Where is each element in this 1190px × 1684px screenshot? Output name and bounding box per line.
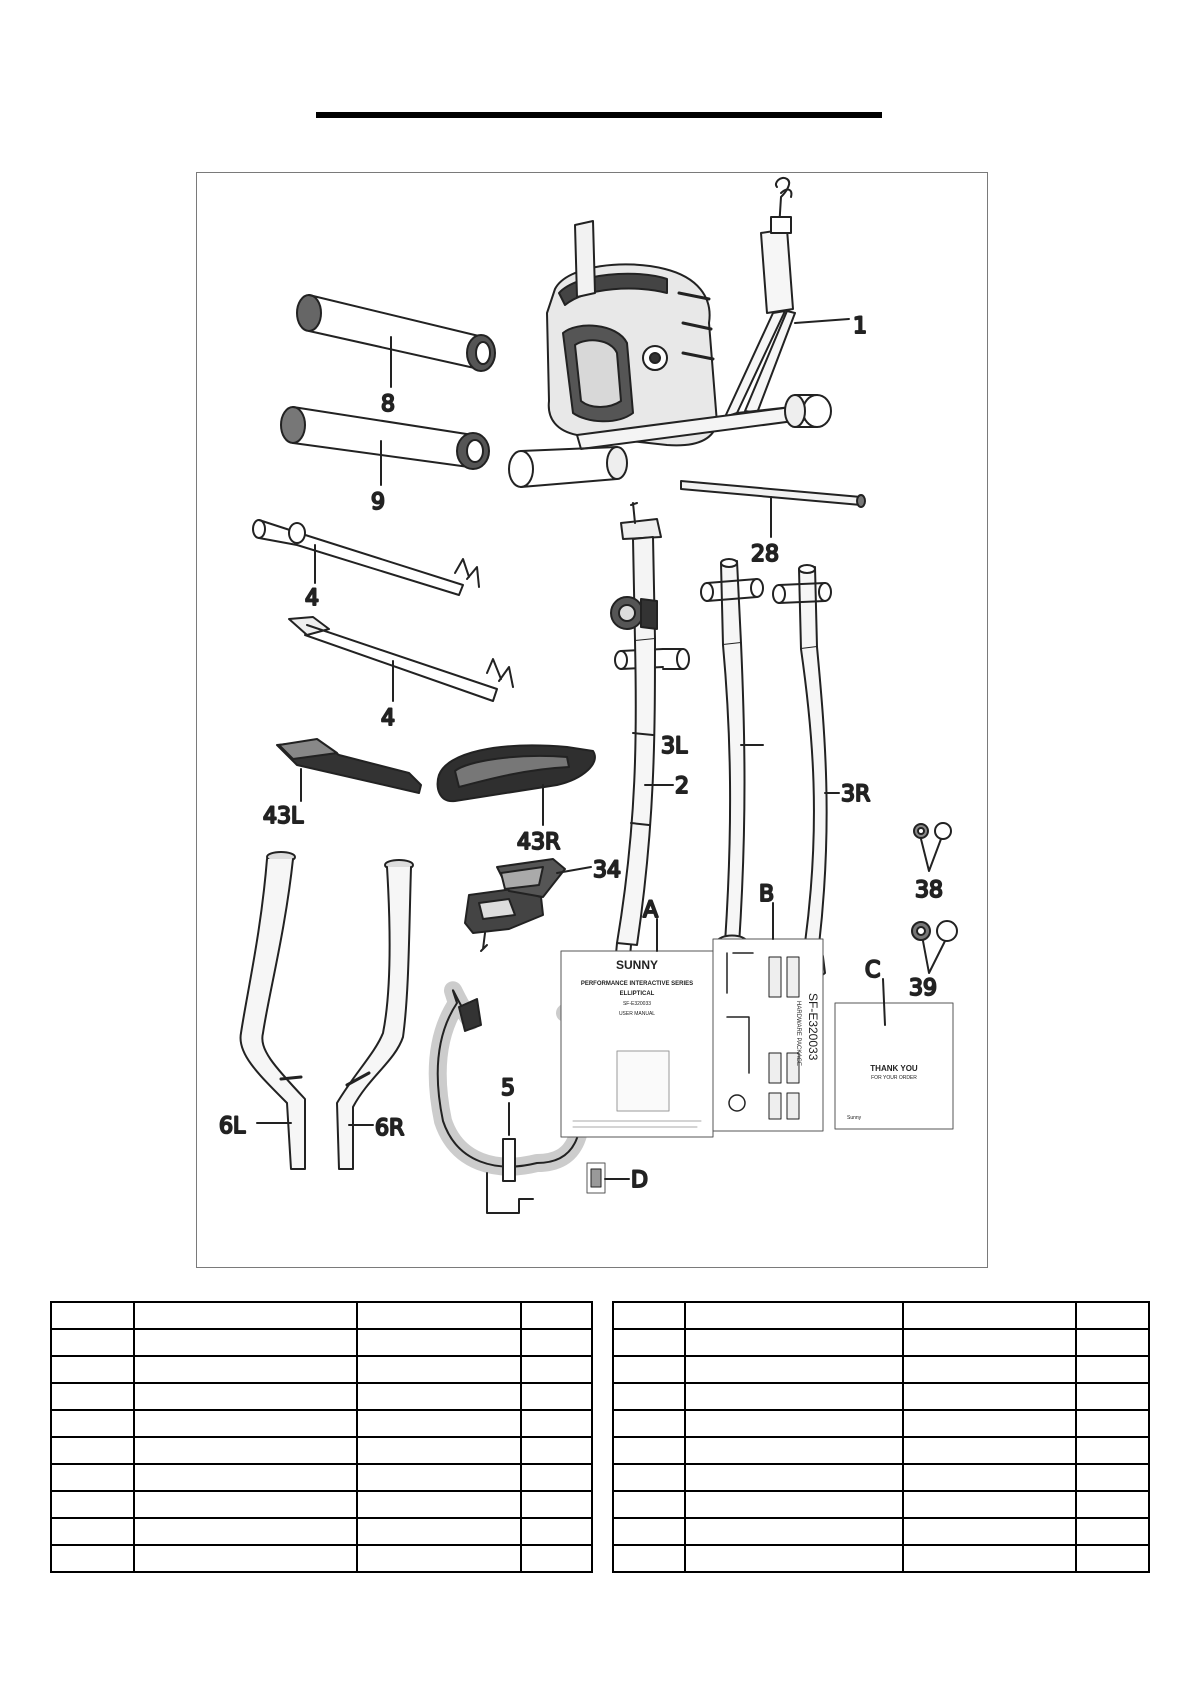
parts-table-right-cell	[1076, 1302, 1149, 1329]
part-nut-cap-39	[912, 921, 957, 973]
thank-you-headline: THANK YOU	[870, 1064, 918, 1073]
parts-table-left-row	[51, 1464, 592, 1491]
parts-table-right-cell	[685, 1356, 903, 1383]
parts-table-right-row	[613, 1491, 1149, 1518]
parts-table-left-cell	[521, 1518, 592, 1545]
parts-table-right-cell	[685, 1491, 903, 1518]
part-label-4-upper: 4	[305, 586, 319, 611]
part-label-39: 39	[909, 976, 937, 1001]
parts-table-left-cell	[134, 1545, 357, 1572]
parts-table-right-cell	[685, 1518, 903, 1545]
part-label-C: C	[865, 958, 881, 983]
parts-table-right-cell	[903, 1410, 1076, 1437]
parts-table-left-cell	[51, 1437, 134, 1464]
parts-table-left-cell	[521, 1437, 592, 1464]
thank-you-brand: Sunny	[847, 1115, 862, 1121]
parts-table-right-cell	[1076, 1410, 1149, 1437]
parts-table-left-row	[51, 1383, 592, 1410]
part-label-3R: 3R	[841, 782, 871, 807]
parts-table-left-row	[51, 1410, 592, 1437]
parts-table-right-row	[613, 1518, 1149, 1545]
parts-table-left-row	[51, 1437, 592, 1464]
parts-table-right-cell	[613, 1518, 685, 1545]
parts-table-left-cell	[521, 1491, 592, 1518]
parts-table-left-cell	[521, 1464, 592, 1491]
part-label-D: D	[631, 1168, 648, 1193]
parts-table-left-cell	[357, 1518, 521, 1545]
parts-table-left-cell	[134, 1329, 357, 1356]
parts-table-left-cell	[357, 1464, 521, 1491]
parts-table-right-cell	[903, 1383, 1076, 1410]
parts-table-right-cell	[903, 1356, 1076, 1383]
parts-table-right-row	[613, 1329, 1149, 1356]
parts-table-right-cell	[685, 1302, 903, 1329]
parts-table-left-cell	[134, 1410, 357, 1437]
parts-table-left-cell	[51, 1302, 134, 1329]
manual-doc-type: USER MANUAL	[618, 1011, 656, 1017]
parts-table-right-row	[613, 1545, 1149, 1572]
part-label-9: 9	[371, 490, 385, 515]
parts-table-left-cell	[357, 1302, 521, 1329]
parts-table-right-cell	[685, 1437, 903, 1464]
part-pedal-left	[277, 739, 421, 801]
parts-table-left-row	[51, 1545, 592, 1572]
parts-table-right-cell	[1076, 1383, 1149, 1410]
parts-table-left-body	[51, 1302, 592, 1572]
manual-model: SF-E320033	[622, 1001, 652, 1007]
part-label-6L: 6L	[219, 1114, 246, 1139]
parts-table-left-cell	[521, 1329, 592, 1356]
part-handlebar-arm-left	[701, 559, 763, 966]
parts-table-right-cell	[1076, 1545, 1149, 1572]
parts-table-right-cell	[613, 1383, 685, 1410]
part-pedal-right	[438, 745, 595, 825]
parts-table-right	[612, 1301, 1150, 1573]
parts-table-right-cell	[903, 1464, 1076, 1491]
title-rule	[316, 112, 882, 118]
part-lower-handle-left	[240, 852, 305, 1169]
part-label-5: 5	[501, 1076, 515, 1101]
parts-table-right-row	[613, 1383, 1149, 1410]
part-main-frame	[509, 178, 849, 487]
parts-table-left-cell	[134, 1491, 357, 1518]
parts-table-right-cell	[1076, 1518, 1149, 1545]
parts-table-left-cell	[134, 1383, 357, 1410]
parts-table-right-row	[613, 1410, 1149, 1437]
parts-table-left-cell	[134, 1518, 357, 1545]
parts-table-left-cell	[357, 1410, 521, 1437]
parts-table-left-cell	[521, 1410, 592, 1437]
parts-table-right-cell	[1076, 1464, 1149, 1491]
parts-table-right-row	[613, 1302, 1149, 1329]
parts-table-right-cell	[903, 1518, 1076, 1545]
hardware-model: SF-E320033	[806, 993, 820, 1061]
parts-table-left	[50, 1301, 593, 1573]
part-label-28: 28	[751, 542, 779, 567]
part-user-manual	[561, 919, 713, 1137]
parts-table-right-cell	[1076, 1491, 1149, 1518]
parts-table-left-cell	[134, 1302, 357, 1329]
part-label-8: 8	[381, 392, 395, 417]
parts-table-left-row	[51, 1302, 592, 1329]
parts-table-left-cell	[134, 1437, 357, 1464]
parts-table-right-body	[613, 1302, 1149, 1572]
parts-table-left-cell	[521, 1356, 592, 1383]
parts-table-right-cell	[1076, 1356, 1149, 1383]
parts-table-right-cell	[1076, 1437, 1149, 1464]
parts-table-right-cell	[903, 1329, 1076, 1356]
parts-table-right-cell	[613, 1302, 685, 1329]
part-label-2: 2	[675, 774, 689, 799]
parts-table-right-cell	[613, 1491, 685, 1518]
parts-table-left-cell	[134, 1464, 357, 1491]
parts-table-right-cell	[1076, 1329, 1149, 1356]
parts-table-left-cell	[51, 1491, 134, 1518]
parts-table-left-cell	[51, 1518, 134, 1545]
part-axle-rod	[681, 481, 865, 537]
parts-table-left-cell	[51, 1410, 134, 1437]
parts-table-left-cell	[51, 1464, 134, 1491]
parts-table-right-cell	[903, 1437, 1076, 1464]
manual-product: ELLIPTICAL	[619, 991, 655, 997]
hardware-title: HARDWARE PACKAGE	[795, 1001, 801, 1067]
part-label-4-lower: 4	[381, 706, 395, 731]
part-nut-cap-38	[914, 823, 951, 871]
parts-table-left-cell	[51, 1383, 134, 1410]
part-front-stabilizer	[281, 407, 489, 485]
parts-table-right-cell	[903, 1491, 1076, 1518]
parts-table-left-cell	[357, 1329, 521, 1356]
parts-table-right-cell	[903, 1302, 1076, 1329]
parts-diagram	[196, 172, 988, 1268]
parts-drawing	[197, 173, 987, 1267]
manual-brand: SUNNY	[615, 958, 659, 972]
part-thank-you-card	[835, 979, 953, 1129]
parts-table-left-row	[51, 1329, 592, 1356]
parts-table-right-cell	[685, 1410, 903, 1437]
part-label-A: A	[643, 898, 659, 923]
parts-table-left-cell	[51, 1329, 134, 1356]
parts-table-right-row	[613, 1464, 1149, 1491]
parts-table-right-cell	[613, 1329, 685, 1356]
parts-table-right-cell	[613, 1437, 685, 1464]
parts-table-right-cell	[613, 1464, 685, 1491]
part-label-B: B	[759, 882, 775, 907]
parts-table-left-row	[51, 1491, 592, 1518]
part-label-43L: 43L	[263, 804, 304, 829]
part-pedal-arm-upper	[253, 520, 479, 595]
part-rear-stabilizer	[297, 295, 495, 387]
part-label-38: 38	[915, 878, 943, 903]
parts-table-left-row	[51, 1356, 592, 1383]
parts-table-left-cell	[357, 1356, 521, 1383]
part-pedal-arm-lower	[289, 617, 513, 701]
parts-table-right-cell	[685, 1383, 903, 1410]
parts-table-right-cell	[685, 1329, 903, 1356]
part-label-43R: 43R	[517, 830, 561, 855]
part-label-1: 1	[853, 314, 867, 339]
parts-table-left-cell	[521, 1302, 592, 1329]
parts-table-right-cell	[613, 1356, 685, 1383]
part-label-34: 34	[593, 858, 621, 883]
parts-table-left-row	[51, 1518, 592, 1545]
parts-table-right-row	[613, 1437, 1149, 1464]
parts-table-left-cell	[51, 1356, 134, 1383]
part-small-pack	[587, 1163, 629, 1193]
thank-you-subline: FOR YOUR ORDER	[871, 1075, 917, 1081]
parts-table-right-row	[613, 1356, 1149, 1383]
parts-table-left-cell	[357, 1491, 521, 1518]
manual-series: PERFORMANCE INTERACTIVE SERIES	[580, 981, 694, 987]
parts-table-left-cell	[134, 1356, 357, 1383]
parts-table-right-cell	[685, 1464, 903, 1491]
parts-table-left-cell	[357, 1545, 521, 1572]
part-label-6R: 6R	[375, 1116, 405, 1141]
parts-table-right-cell	[613, 1545, 685, 1572]
part-label-3L: 3L	[661, 734, 688, 759]
parts-table-right-cell	[613, 1410, 685, 1437]
part-console	[465, 859, 591, 951]
parts-table-right-cell	[685, 1545, 903, 1572]
parts-table-left-cell	[521, 1545, 592, 1572]
parts-table-right-cell	[903, 1545, 1076, 1572]
parts-table-left-cell	[357, 1437, 521, 1464]
parts-table-left-cell	[357, 1383, 521, 1410]
parts-table-left-cell	[51, 1545, 134, 1572]
parts-table-left-cell	[521, 1383, 592, 1410]
part-handlebar-arm-right	[773, 565, 839, 980]
